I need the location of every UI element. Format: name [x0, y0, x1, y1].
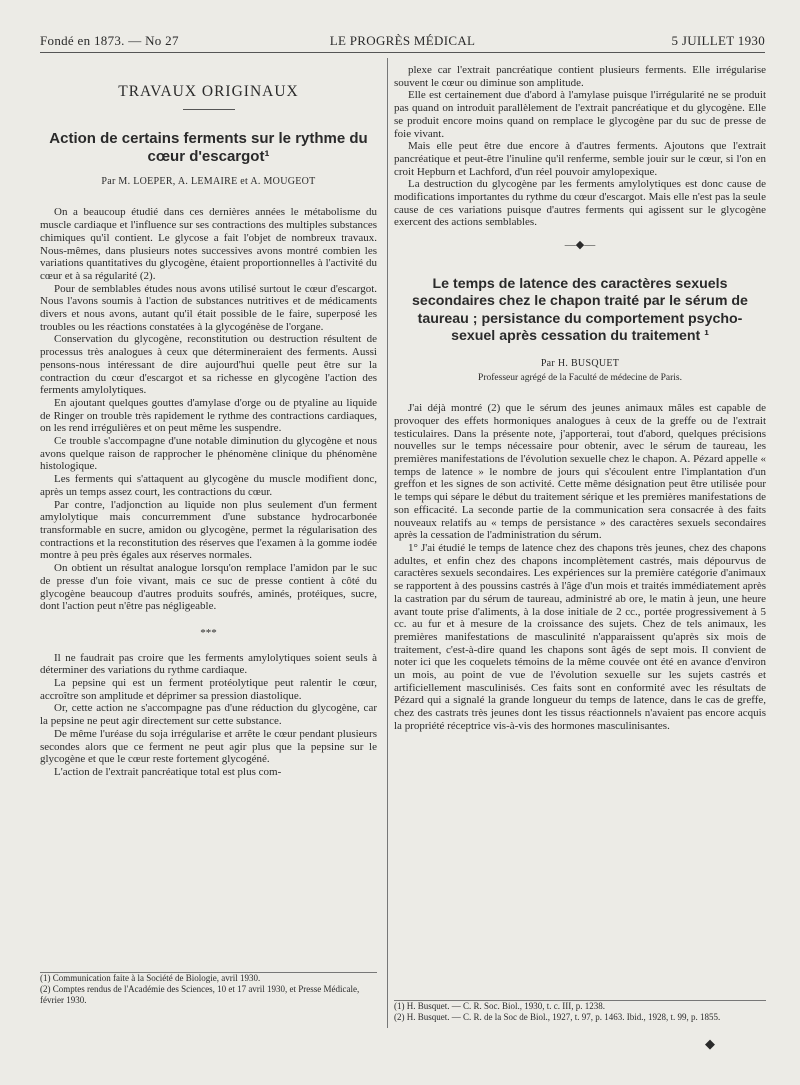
- section-rule: [183, 109, 235, 110]
- article2-title: Le temps de latence des caractères sexuels secondaires chez le chapon traité par le sérum de taureau ; persistance du comportement psycho-sexuel après cessation du traitement ¹: [412, 275, 748, 345]
- right-column: [394, 64, 766, 733]
- column-divider: [387, 58, 388, 1028]
- article2-body: [394, 402, 766, 732]
- left-column: [40, 78, 377, 779]
- paragraph: Il ne faudrait pas croire que les ferments amylolytiques soient seuls à déterminer des variations du rythme cardiaque.: [40, 651, 377, 677]
- header-journal-title: LE PROGRÈS MÉDICAL: [329, 33, 476, 48]
- paragraph: Mais elle peut être due encore à d'autres ferments. Ajoutons que l'extrait pancréatique et peut-être l'inuline qu'il renferme, semble jouir sur le cœur, si l'on en croit Hepburn et Lachford, d'un réel pouvoir amylopexique.: [394, 140, 766, 178]
- end-ornament: ◆: [705, 1036, 715, 1051]
- right-footnotes: [394, 1000, 766, 1023]
- paragraph: Pour de semblables études nous avons utilisé surtout le cœur d'escargot. Nous l'avons soumis à l'action de substances nutritives et de médicaments divers et nous avons, autant qu'il était possible de le faire, superposé les troubles ou les réactions constatées à la glycogénèse de l'organe.: [40, 282, 377, 333]
- paragraph: On obtient un résultat analogue lorsqu'on remplace l'amidon par le suc de presse d'un foie vivant, mais ce suc de presse contient à côté du glycogène beaucoup d'autres produits soufrés, aminés, protéiques, sucre, dont l'action peut n'être pas négligeable.: [40, 562, 377, 613]
- article-body: [40, 206, 377, 613]
- footnote: (1) Communication faite à la Société de Biologie, avril 1930.: [40, 973, 261, 983]
- paragraph: La destruction du glycogène par les ferments amylolytiques est donc cause de modifications importantes du rythme du cœur d'escargot. Mais elle n'est pas la seule cause de ces variations puisque d'autres ferments qui agissent sur le glycogène exercent des actions semblables.: [394, 178, 766, 229]
- author-role: Professeur agrégé de la Faculté de médecine de Paris.: [478, 372, 682, 383]
- ornament-divider: —◆—: [564, 239, 596, 252]
- paragraph: Conservation du glycogène, reconstitution ou destruction résultent de processus très analogues à ceux que détermineraient des ferments. Aussi pensons-nous intéressant de dire aujourd'hui quelle peut être sur la contraction du cœur d'escargot et sa richesse en glycogène l'action des ferments amylolytiques.: [40, 333, 377, 397]
- paragraph: De même l'uréase du soja irrégularise et arrête le cœur pendant plusieurs secondes alors que ce ferment ne peut agir plus que la pepsine sur le glycogène et que le cœur reste fortement glycogéné.: [40, 727, 377, 766]
- left-footnotes: [40, 972, 377, 1005]
- paragraph: Les ferments qui s'attaquent au glycogène du muscle modifient donc, après un temps assez court, les contractions du cœur.: [40, 473, 377, 498]
- footnote: (2) H. Busquet. — C. R. de la Soc de Biol., 1927, t. 97, p. 1463. Ibid., 1928, t. 99, p. 1855.: [394, 1011, 721, 1022]
- separator-stars: ***: [200, 626, 217, 639]
- article2-byline: Par H. BUSQUET: [540, 357, 620, 369]
- paragraph: L'action de l'extrait pancréatique total est plus com-: [54, 765, 282, 778]
- paragraph: 1° J'ai étudié le temps de latence chez des chapons très jeunes, chez des chapons adultes, et enfin chez des chapons incomplètement castrés, mais dépourvus de caractères sexuels secondaires. Les expériences sur la première catégorie d'animaux se rapportent à des poussins castrés à l'âge d'un mois et traités immédiatement après la castration par du sérum de taureau, administré ab ore, le matin à jeun, une heure avant toute prise d'aliments, à la dose initiale de 2 cc., portée progressivement à 5 cc. au fur et à mesure de la croissance des sujets. Chez de tels animaux, les premières manifestations de masculinité n'apparaissent qu'après six mois de traitement, c'est-à-dire quand les chapons sont âgés de sept mois. Il convient de noter ici que les coquelets témoins de la même couvée ont été en avance d'environ un mois, au point de vue de l'évolution sexuelle sur les sujets castrés et artificiellement masculinisés. Ces faits sont en conformité avec les résultats de Pézard qui a signalé la grande longueur du temps de latence, dans le cas de greffe, chez des castrats très jeunes dont les tissus réactionnels n'avaient pas encore acquis la propriété réceptrice vis-à-vis des hormones masculinisantes.: [394, 541, 766, 732]
- article-title: Action de certains ferments sur le rythme du cœur d'escargot¹: [49, 129, 368, 165]
- article-continuation: [394, 64, 766, 229]
- section-heading: TRAVAUX ORIGINAUX: [118, 83, 299, 100]
- footnote: (1) H. Busquet. — C. R. Soc. Biol., 1930, t. c. III, p. 1238.: [394, 1001, 605, 1011]
- header-founded: Fondé en 1873. — No 27: [40, 33, 179, 48]
- paragraph: Or, cette action ne s'accompagne pas d'une réduction du glycogène, car la pepsine ne peut agir directement sur cette substance.: [40, 702, 377, 728]
- paragraph: Par contre, l'adjonction au liquide non plus seulement d'un ferment amylolytique mais concurremment d'une substance hydrocarbonée transformable en sucre, amidon ou glycogène, permet la régularisation des contractions et la reconstitution des réserves que l'examen à la gomme iodée montre à peu près égales aux réserves normales.: [40, 498, 377, 562]
- paragraph: La pepsine qui est un ferment protéolytique peut ralentir le cœur, accroître son amplitude et déprimer sa pression diastolique.: [40, 677, 377, 702]
- paragraph: En ajoutant quelques gouttes d'amylase d'orge ou de ptyaline au liquide de Ringer on trouble très rapidement le rythme des contractions cardiaques, on les rend irrégulières et on peut même les suspendre.: [40, 396, 377, 435]
- paragraph: Elle est certainement due d'abord à l'amylase puisque l'irrégularité ne se produit pas quand on introduit parallèlement de l'extrait pancréatique et du glycogène. Elle se produit encore moins quand on remplace le glycogène par du suc de presse de foie vivant.: [394, 89, 766, 140]
- article-byline: Par M. LOEPER, A. LEMAIRE et A. MOUGEOT: [101, 175, 316, 187]
- footnote: (2) Comptes rendus de l'Académie des Sciences, 10 et 17 avril 1930, et Presse Médicale, février 1930.: [40, 983, 360, 1005]
- paragraph: J'ai déjà montré (2) que le sérum des jeunes animaux mâles est capable de provoquer des effets hormoniques analogues à ceux de la greffe ou de l'extrait testiculaires. Dans la présente note, j'apporterai, tout d'abord, quelques précisions nouvelles sur le temps nécessaire pour obtenir, avec le sérum de taureau, les premières manifestations de l'évolution sexuelle chez le chapon. A. Pézard appelle « temps de latence » le nombre de jours qui s'écoulent entre l'implantation d'un greffon et les signes de son activité. Cette même désignation peut être utilisée pour le temps qui sépare le début du traitement sérique et les premières manifestations de son efficacité. La seconde partie de la communication sera consacrée à des faits nouveaux relatifs au « temps de persistance » des caractères sexuels secondaires après la cessation de l'administration du sérum.: [394, 402, 766, 542]
- header-date: 5 JUILLET 1930: [671, 33, 765, 48]
- paragraph: On a beaucoup étudié dans ces dernières années le métabolisme du muscle cardiaque et l'influence sur ses contractions des multiples substances chimiques qu'il contient. Le glycose a fait l'objet de nombreux travaux. Nous-mêmes, dans plusieurs notes successives avons montré combien les variations quantitatives du glycogène, étaient proportionnelles à l'activité du cœur et à sa régularité (2).: [40, 206, 377, 282]
- header-rule: [40, 52, 765, 53]
- paragraph: Ce trouble s'accompagne d'une notable diminution du glycogène et nous avons quelque raison de rapprocher le phénomène clinique du phénomène histologique.: [40, 435, 377, 473]
- article-body-continued: [40, 652, 377, 779]
- paragraph: plexe car l'extrait pancréatique contient plusieurs ferments. Elle irrégularise souvent le cœur ou diminue son amplitude.: [394, 64, 766, 89]
